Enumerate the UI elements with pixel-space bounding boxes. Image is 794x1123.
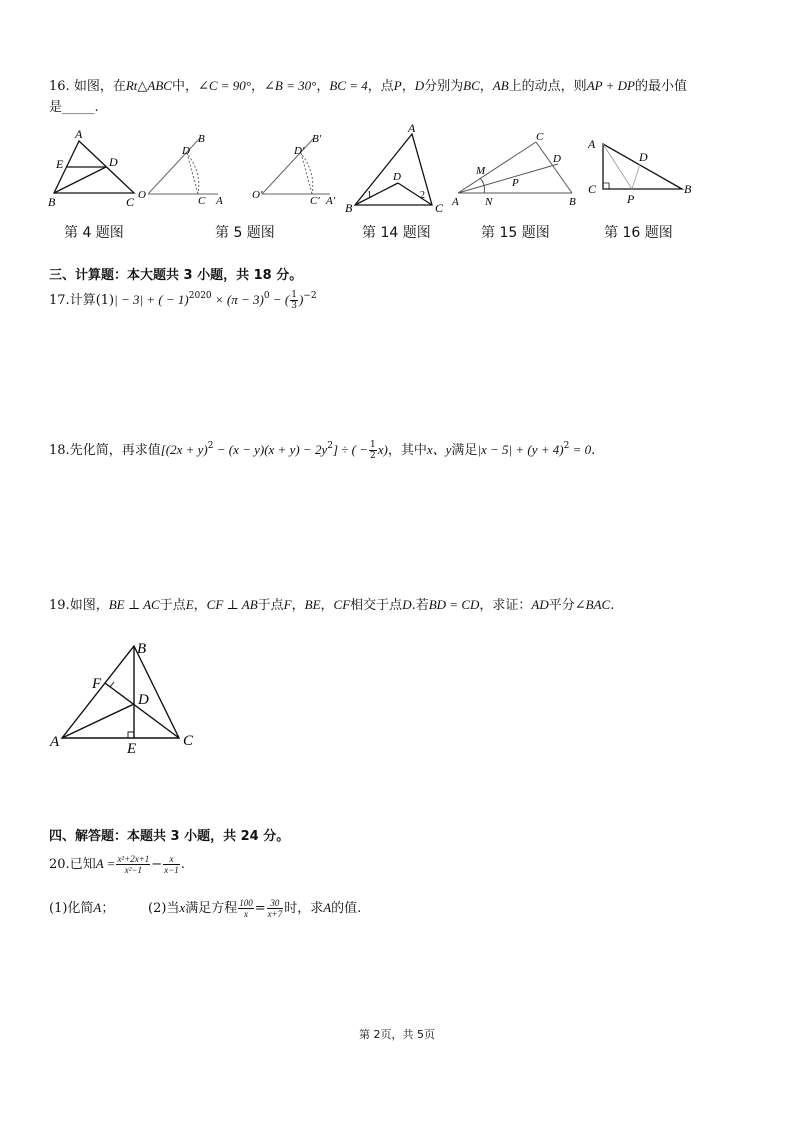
q20-number: 20. — [49, 857, 70, 872]
q20-text: 满足方程 — [185, 901, 238, 916]
fig16-label-p: P — [627, 192, 635, 206]
q19-text: 如图， — [69, 598, 109, 613]
q16-text: ， — [401, 79, 415, 94]
q17-exponent: 2020 — [188, 291, 212, 301]
fig4-label-b: B — [48, 195, 56, 209]
fig5a-label-o: O — [138, 189, 146, 201]
caption-fig-15: 第 15 题图 — [481, 225, 550, 241]
question-17 — [49, 290, 317, 312]
fig4-label-c: C — [126, 195, 135, 209]
section-3-heading: 三、计算题：本大题共 3 小题，共 18 分。 — [49, 268, 303, 283]
caption-fig-4: 第 4 题图 — [64, 225, 124, 241]
q18-text: 满足 — [451, 443, 478, 458]
q16-math: D — [414, 78, 425, 93]
q16-text: ， — [479, 79, 493, 94]
q18-exponent: 2 — [327, 441, 333, 451]
fig15-label-n: N — [485, 196, 493, 208]
q16-text: 分别为 — [424, 79, 464, 94]
q20-frac-den: x — [243, 909, 248, 919]
q17-exponent: 0 — [263, 291, 270, 301]
fig19-label-b: B — [137, 641, 147, 657]
q20-text: ； — [101, 901, 115, 916]
page-footer: 第 2页，共 5页 — [359, 1028, 435, 1041]
q16-math: AP + DP — [586, 78, 635, 93]
figure-row — [40, 122, 750, 218]
fig5b-label-b: B′ — [312, 133, 322, 145]
caption-fig-16: 第 16 题图 — [604, 225, 673, 241]
q18-expr: = 0 — [569, 442, 592, 457]
q20-expr: A — [93, 900, 102, 915]
q20-frac-num: x²+2x+1 — [117, 854, 150, 864]
fig14-angle-1: 1 — [367, 190, 372, 201]
q19-text: ， — [291, 598, 305, 613]
q20-frac-den: x−1 — [164, 865, 179, 875]
q19-text: . — [610, 598, 615, 613]
figure-19 — [44, 636, 214, 760]
q16-math: BC = 4 — [329, 78, 368, 93]
q16-math: P — [393, 78, 402, 93]
q20-operator: − — [151, 857, 163, 872]
fig19-line-ad — [62, 704, 134, 738]
fig5a-chord — [187, 153, 198, 194]
caption-fig-14: 第 14 题图 — [362, 225, 431, 241]
figure-4 — [54, 141, 134, 193]
fig4-label-d: D — [109, 155, 118, 169]
fig15-label-a: A — [452, 196, 459, 208]
q17-text: 计算 — [69, 293, 96, 308]
caption-fig-5: 第 5 题图 — [215, 225, 275, 241]
fig14-angle-2: 2 — [420, 190, 425, 201]
fig14-label-d: D — [393, 171, 401, 183]
q20-fraction-1 — [116, 854, 150, 875]
fig15-bisector — [458, 164, 558, 193]
fig16-line-pd — [632, 164, 640, 189]
q16-text: ， — [251, 79, 265, 94]
q20-text: 已知 — [69, 857, 96, 872]
q18-expr: [(2x + y) — [160, 442, 208, 457]
q18-number: 18. — [49, 443, 70, 458]
q18-exponent: 2 — [207, 441, 214, 451]
q19-expr: BE ⊥ AC — [108, 597, 160, 612]
q19-expr: CF ⊥ AB — [206, 597, 258, 612]
q20-fraction-4 — [267, 898, 284, 919]
q20-text: (2)当 — [148, 901, 180, 916]
q19-text: 于点 — [257, 598, 284, 613]
q19-expr: BE — [304, 597, 321, 612]
q18-expr: x) — [377, 442, 388, 457]
q17-part: (1) — [95, 293, 115, 308]
fig19-label-d: D — [138, 692, 149, 708]
q20-text: . — [180, 857, 185, 872]
section-4-heading: 四、解答题：本题共 3 小题，共 24 分。 — [49, 829, 290, 844]
fig16-label-d: D — [639, 150, 648, 164]
fig5b-label-c: C′ — [310, 195, 320, 207]
q18-expr: ] ÷ ( − — [332, 442, 369, 457]
q20-text: (1)化简 — [49, 901, 94, 916]
q18-expr: − (x − y)(x + y) − 2y — [213, 442, 328, 457]
q17-frac-num: 1 — [291, 290, 297, 300]
fig16-label-c: C — [588, 182, 597, 196]
fig19-right-angle-f — [105, 682, 114, 687]
fig5a-ray-ob — [148, 138, 200, 194]
fig19-label-f: F — [92, 676, 102, 692]
q20-expr: x — [179, 900, 186, 915]
q19-expr: D — [402, 597, 412, 612]
q16-text: 如图，在 — [73, 79, 126, 94]
fig16-right-angle — [603, 183, 609, 189]
q18-text: . — [591, 443, 596, 458]
q19-text: 相交于点 — [350, 598, 403, 613]
q20-expr: A — [323, 900, 332, 915]
q19-text: 平分 — [548, 598, 575, 613]
q17-frac-den: 3 — [291, 301, 297, 311]
q20-text: 的值. — [331, 901, 362, 916]
q18-frac-den: 2 — [370, 451, 376, 461]
q17-expr: | − 3| + ( − 1) — [114, 292, 189, 307]
fig5a-label-d: D — [182, 145, 190, 157]
fig16-label-a: A — [588, 137, 596, 151]
fig16-label-b: B — [684, 182, 692, 196]
q18-frac-num: 1 — [370, 440, 376, 450]
q16-math: ∠C = 90° — [197, 78, 252, 93]
q20-frac-den: x+7 — [267, 909, 283, 919]
q20-expr: A = — [95, 856, 116, 871]
q20-frac-num: 100 — [239, 898, 253, 908]
q20-text: 时，求 — [284, 901, 324, 916]
fig15-label-m: M — [476, 165, 486, 177]
q17-exponent: −2 — [303, 291, 317, 301]
fig5a-label-c: C — [198, 195, 206, 207]
q19-expr: AD — [531, 597, 549, 612]
fig15-side-cb — [536, 142, 572, 193]
q16-text: ，点 — [367, 79, 394, 94]
q20-frac-num: x — [163, 854, 180, 865]
fig14-label-c: C — [435, 201, 444, 215]
q19-expr: E — [185, 597, 194, 612]
q19-number: 19. — [49, 598, 70, 613]
q19-expr: ∠BAC — [574, 597, 611, 612]
fig14-line-bd — [355, 183, 398, 205]
fig4-label-e: E — [56, 157, 64, 171]
q20-frac-num: 30 — [267, 898, 284, 909]
fig19-right-angle-e — [128, 732, 134, 738]
q17-number: 17. — [49, 293, 70, 308]
fig5b-label-d: D′ — [294, 145, 305, 157]
fig5b-ray-ob — [262, 138, 314, 194]
q19-expr: BD = CD — [428, 597, 480, 612]
q16-text: 的最小值 — [634, 79, 687, 94]
q16-number: 16. — [49, 79, 70, 94]
q19-text: ， — [193, 598, 207, 613]
q16-answer-line: 是_____. — [49, 100, 99, 115]
fig5b-label-o: O′ — [252, 189, 263, 201]
q18-exponent: 2 — [563, 441, 570, 451]
question-16 — [49, 76, 687, 97]
question-18 — [49, 440, 595, 462]
q18-text: 先化简，再求值 — [69, 443, 161, 458]
question-20 — [49, 854, 185, 875]
q19-text: 于点 — [159, 598, 186, 613]
q17-expr: ) — [298, 292, 304, 307]
q20-operator: = — [254, 901, 266, 916]
fig16-line-ap — [603, 144, 632, 189]
fig5b-chord — [301, 153, 312, 194]
fig4-label-a: A — [75, 127, 83, 141]
q18-text: ，其中 — [387, 443, 427, 458]
q19-text: ， — [320, 598, 334, 613]
q19-text: ，求证： — [479, 598, 532, 613]
question-19 — [49, 595, 614, 616]
q20-fraction-3 — [238, 898, 254, 919]
q16-text: 中， — [171, 79, 198, 94]
fig19-label-c: C — [183, 733, 194, 749]
fig14-label-b: B — [345, 201, 353, 215]
q17-expr: × (π − 3) — [211, 292, 264, 307]
q16-text: 上的动点，则 — [508, 79, 587, 94]
q16-math: AB — [492, 78, 509, 93]
fig15-side-ac — [458, 142, 536, 193]
fig5a-label-a: A — [216, 195, 223, 207]
q18-expr: x、y — [426, 442, 452, 457]
fig15-label-c: C — [536, 131, 544, 143]
q18-fraction — [369, 440, 377, 461]
q20-part-1 — [49, 898, 114, 919]
q19-expr: CF — [333, 597, 351, 612]
fig5a-label-b: B — [198, 133, 205, 145]
q19-expr: F — [283, 597, 292, 612]
q16-math: BC — [463, 78, 480, 93]
fig19-label-a: A — [50, 734, 60, 750]
q16-math: ∠B = 30° — [264, 78, 317, 93]
fig14-label-a: A — [408, 122, 416, 135]
fig15-label-d: D — [553, 153, 561, 165]
fig19-label-e: E — [127, 741, 137, 757]
fig15-label-p: P — [512, 177, 519, 189]
q17-fraction — [290, 290, 298, 311]
q17-expr: − ( — [269, 292, 290, 307]
fig15-label-b: B — [569, 196, 576, 208]
q20-frac-den: x²−1 — [124, 865, 142, 875]
q20-fraction-2 — [163, 854, 180, 875]
q18-expr: |x − 5| + (y + 4) — [477, 442, 564, 457]
q16-text: ， — [316, 79, 330, 94]
q20-part-2 — [148, 898, 361, 919]
q16-math: Rt△ABC — [125, 78, 172, 93]
fig5b-label-a: A′ — [326, 195, 336, 207]
q19-text: .若 — [411, 598, 429, 613]
